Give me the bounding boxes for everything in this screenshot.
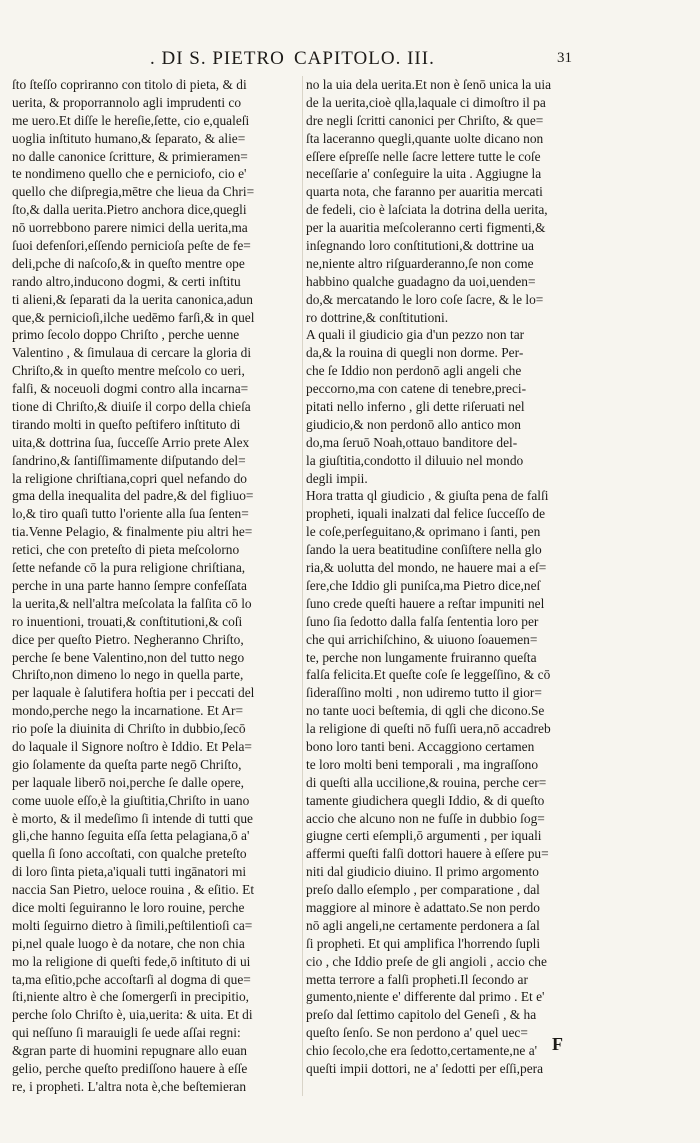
text-line: ſando la uera beatitudine conſiſtere nella glo <box>306 542 542 558</box>
header-title-left: . DI S. PIETRO <box>150 48 285 69</box>
text-line: per laquale liberō noi,perche ſe dalle opere, <box>12 774 244 790</box>
text-line: ſti,niente altro è che ſomergerſi in precipitio, <box>12 989 249 1005</box>
column-divider <box>302 76 303 1096</box>
text-line: Hora tratta ql giudicio , & giuſta pena de falſi <box>306 488 549 504</box>
text-line: neceſſarie a' conſeguire la uita . Aggiugne la <box>306 166 542 182</box>
text-line: te loro molti beni temporali , ma ingraſſono <box>306 756 539 772</box>
text-line: &gran parte di huomini repugnare allo euan <box>12 1043 247 1059</box>
text-line: ſuoi defenſori,eſſendo pernicioſa peſte de fe= <box>12 238 251 254</box>
text-line: mondo,perche nego la incarnatione. Et Ar= <box>12 703 244 719</box>
text-line: chio ſecolo,che era ſedotto,certamente,ne a' <box>306 1043 538 1059</box>
text-line: primo ſecolo doppo Chriſto , perche uenne <box>12 327 240 343</box>
text-line: dre negli ſcritti canonici per Chriſto, & que= <box>306 112 544 128</box>
text-line: uoglia inſtituto humano,& ſeparato, & alie= <box>12 130 246 146</box>
text-line: pitati nello inferno , gli dette riſeruati nel <box>306 399 525 415</box>
text-line: te nondimeno quello che e perniciofo, cio e' <box>12 166 247 182</box>
text-line: quella ſi ſono accoſtati, con qualche preteſto <box>12 846 247 862</box>
text-line: niti dal giudicio diuino. Il primo argomento <box>306 864 539 880</box>
text-line: propheti, iquali inalzati dal felice ſucceſſo de <box>306 506 546 522</box>
text-line: bono loro tanti beni. Accaggiono certamen <box>306 738 535 754</box>
left-text-column <box>12 76 310 1096</box>
text-line: uerita, & proporrannolo agli imprudenti co <box>12 94 242 110</box>
text-line: ro dottrine,& conſtitutioni. <box>306 309 449 325</box>
text-line: degli impii. <box>306 470 368 486</box>
text-line: habbino qualche guadagno da uoi,uenden= <box>306 273 536 289</box>
text-line: per laquale è ſalutifera hoſtia per i peccati del <box>12 685 255 701</box>
text-line: perche ſolo Chriſto è, uia,uerita: & uita. Et di <box>12 1007 253 1023</box>
text-line: gumento,niente e' differente dal primo . Et e' <box>306 989 545 1005</box>
text-line: falſi, & noceuoli dogmi contro alla incarna= <box>12 381 249 397</box>
text-line: gli,che hanno ſeguita eſſa ſetta pelagiana,ō a' <box>12 828 250 844</box>
text-line: pi,nel quale luogo è da notare, che non chia <box>12 935 245 951</box>
text-line: tamente giudichera quegli Iddio, & di queſto <box>306 792 545 808</box>
text-line: perche ſe bene Valentino,non del tutto nego <box>12 649 245 665</box>
text-line: deli,pche di naſcoſo,& in queſto mentre ope <box>12 255 245 271</box>
text-line: no la uia dela uerita.Et non è ſenō unica la uia <box>306 77 552 92</box>
text-line: la giuſtitia,condotto il diluuio nel mondo <box>306 452 524 468</box>
text-line: peccorno,ma con catene di tenebre,preci- <box>306 381 527 397</box>
text-line: di loro ſinta pieta,a'iquali tutti ingānatori mi <box>12 864 247 880</box>
header-title-center: CAPITOLO. III. <box>294 48 435 69</box>
text-line: ſta laceranno quegli,quante uolte dicano non <box>306 130 544 146</box>
text-line: giudicio,& non perdonō allo antico mon <box>306 416 521 432</box>
text-line: tirando molti in queſto peſtifero inſtituto di <box>12 416 241 432</box>
right-text-column <box>306 76 604 1078</box>
signature-mark: F <box>552 1034 563 1054</box>
text-line: do,ma ſeruō Noah,ottauo banditore del- <box>306 434 518 450</box>
text-line: che qui arrichiſchino, & uiuono ſoauemen= <box>306 631 538 647</box>
text-line: di queſti alla uccilione,& rouina, perche cer= <box>306 774 547 790</box>
text-line: gelio, perche queſto prediſſono hauere à eſſe <box>12 1060 248 1076</box>
text-line: metta terrore a falſi propheti.Il ſecondo ar <box>306 971 528 987</box>
running-header <box>0 48 700 74</box>
text-line: dice molti ſeguiranno le loro rouine, perche <box>12 899 245 915</box>
text-line: mo la religione di queſti fede,ō inſtituto di ui <box>12 953 251 969</box>
text-line: tia.Venne Pelagio, & finalmente piu altri he= <box>12 524 253 540</box>
text-line: la religione chriſtiana,copri quel nefando do <box>12 470 247 486</box>
text-line: ſandrino,& ſantiſſimamente diſputando del= <box>12 452 246 468</box>
text-line: ria,& uolutta del mondo, ne hauere mai a eſ= <box>306 560 547 576</box>
text-line: queſti impii dottori, ne a' ſedotti per eſſi,pera <box>306 1060 544 1076</box>
text-line: accio che alcuno non ne fuſſe in dubbio ſog= <box>306 810 545 826</box>
text-line: ſuno crede queſti hauere a reſtar impuniti nel <box>306 595 545 611</box>
text-line: è morto, & il medeſimo ſi intende di tutti que <box>12 810 253 826</box>
text-line: ro inuentioni, trouati,& conſtitutioni,& coſi <box>12 613 243 629</box>
text-line: retici, che con preteſto di pieta meſcolorno <box>12 542 240 558</box>
text-line: rando altro,inducono dogmi, & certi inſtitu <box>12 273 241 289</box>
text-line: que,& pernicioſi,ilche uedēmo farſi,& in quel <box>12 309 255 325</box>
text-line: maggiore al minore è adattato.Se non perdo <box>306 899 540 915</box>
text-line: molti ſeguirno dietro à ſimili,peſtilentioſi ca= <box>12 917 253 933</box>
text-line: eſſere eſpreſſe nelle ſacre lettere tutte le coſe <box>306 148 541 164</box>
text-line: de la uerita,cioè qlla,laquale ci dimoſtro il pa <box>306 94 546 110</box>
text-line: nō uorrebbono parere nimici della uerita,ma <box>12 220 248 236</box>
text-line: per la auaritia meſcoleranno certi figmenti,& <box>306 220 546 236</box>
text-line: dice per queſto Pietro. Negheranno Chriſto, <box>12 631 244 647</box>
text-line: cio , che Iddio preſe de gli angioli , accio che <box>306 953 547 969</box>
text-line: do laquale il Signore noſtro è Iddio. Et Pela= <box>12 738 252 754</box>
text-line: uita,& dottrina ſua, ſucceſſe Arrio prete Alex <box>12 434 250 450</box>
text-line: inſegnando loro conſtitutioni,& dottrine ua <box>306 238 534 254</box>
text-line: gma della inequalita del padre,& del figliuo= <box>12 488 254 504</box>
text-line: do,& mercatando le loro coſe ſacre, & le lo= <box>306 291 544 307</box>
text-line: ſto ſteſſo copriranno con titolo di pieta, & di <box>12 77 247 92</box>
text-line: de fedeli, cio è laſciata la dotrina della uerita, <box>306 202 548 218</box>
text-line: ſto,& dalla uerita.Pietro anchora dice,quegli <box>12 202 247 218</box>
text-line: come uuole eſſo,è la giuſtitia,Chriſto in uano <box>12 792 250 808</box>
text-line: nō agli angeli,ne certamente perdonera a ſal <box>306 917 540 933</box>
text-line: preſo dallo eſemplo , per comparatione , dal <box>306 882 540 898</box>
text-line: preſo dal ſettimo capitolo del Geneſi , & ha <box>306 1007 537 1023</box>
text-line: la religione di queſti nō fuſſi uera,nō accadreb <box>306 721 551 737</box>
text-line: A quali il giudicio gia d'un pezzo non tar <box>306 327 525 343</box>
text-line: da,& la rouina di quegli non dorme. Per- <box>306 345 524 361</box>
text-line: quello che diſpregia,mētre che lieua da Chri= <box>12 184 255 200</box>
text-line: Chriſto,& in queſto mentre meſcolo co ueri, <box>12 363 245 379</box>
text-line: ta,ma eſitio,pche accoſtarſi al dogma di que= <box>12 971 251 987</box>
text-line: re, i propheti. L'altra nota è,che beſtemieran <box>12 1078 247 1094</box>
text-line: ſi propheti. Et qui amplifica l'horrendo ſupli <box>306 935 541 951</box>
text-line: ti alieni,& ſeparati da la uerita canonica,adun <box>12 291 253 307</box>
text-line: no tante uoci beſtemia, di qgli che dicono.Se <box>306 703 545 719</box>
text-line: che ſe Iddio non perdonō agli angeli che <box>306 363 522 379</box>
text-line: rio poſe la diuinita di Chriſto in dubbio,ſecō <box>12 721 246 737</box>
text-line: lo,& tiro quaſi tutto l'oriente alla ſua ſenten= <box>12 506 249 522</box>
text-line: qui neſſuno ſi marauigli ſe uede aſſai regni: <box>12 1025 241 1041</box>
text-line: falſa felicita.Et queſte coſe ſe leggeſſino, & cō <box>306 667 551 683</box>
text-line: me uero.Et diſſe le hereſie,ſette, cio e,qualeſi <box>12 112 250 128</box>
text-line: te, perche non lungamente fruiranno queſta <box>306 649 537 665</box>
text-line: le coſe,perſeguitano,& oprimano i ſanti, pen <box>306 524 541 540</box>
text-line: giugne certi eſempli,ō argumenti , per iquali <box>306 828 542 844</box>
text-line: ſideraſſino molti , non udiremo tutto il gior= <box>306 685 542 701</box>
text-line: la uerita,& nell'altra meſcolata la falſita cō lo <box>12 595 252 611</box>
text-line: affermi queſti falſi dottori hauere à eſſere pu= <box>306 846 549 862</box>
text-line: Valentino , & ſimulaua di cercare la gloria di <box>12 345 252 361</box>
page-number: 31 <box>557 50 572 66</box>
text-line: naccia San Pietro, ueloce rouina , & eſitio. Et <box>12 882 255 898</box>
text-line: gio ſolamente da queſta parte negō Chriſto, <box>12 756 242 772</box>
text-line: queſto ſenſo. Se non perdono a' quel uec= <box>306 1025 528 1041</box>
text-line: no dalle canonice ſcritture, & primieramen= <box>12 148 248 164</box>
text-line: quarta nota, che faranno per auaritia mercati <box>306 184 543 200</box>
text-line: ſere,che Iddio gli puniſca,ma Pietro dice,neſ <box>306 577 541 593</box>
text-line: ſuno ſia ſedotto dalla falſa ſententia loro per <box>306 613 539 629</box>
text-line: ſette nefande cō la pura religione chriſtiana, <box>12 560 246 576</box>
text-line: perche in una parte hanno ſempre confeſſata <box>12 577 247 593</box>
text-line: ne,niente altro riſguarderanno,ſe non come <box>306 255 534 271</box>
text-line: Chriſto,non dimeno lo nego in quella parte, <box>12 667 244 683</box>
text-line: tione di Chriſto,& diuiſe il corpo della chieſa <box>12 399 251 415</box>
